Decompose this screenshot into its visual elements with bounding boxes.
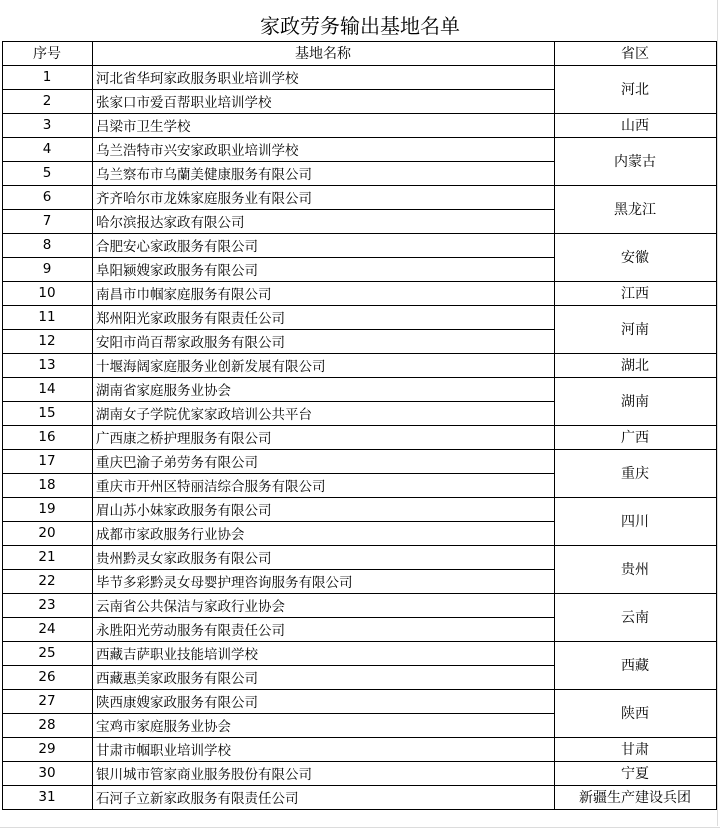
header-name: 基地名称 (295, 46, 351, 62)
row-index: 7 (42, 213, 52, 229)
province-border (554, 545, 717, 546)
row-border (2, 89, 555, 90)
province-border (554, 497, 717, 498)
row-index: 16 (38, 429, 56, 445)
province-cell: 云南 (621, 610, 649, 626)
row-base-name: 阜阳颍嫂家政服务有限公司 (96, 263, 258, 279)
province-cell: 河南 (621, 322, 649, 338)
row-base-name: 湖南女子学院优家家政培训公共平台 (96, 407, 312, 423)
row-border (2, 281, 555, 282)
row-index: 3 (42, 117, 52, 133)
row-base-name: 安阳市尚百帮家政服务有限公司 (96, 335, 285, 351)
province-cell: 河北 (621, 82, 649, 98)
province-cell: 湖北 (621, 358, 649, 374)
row-border (2, 617, 555, 618)
row-border (2, 425, 555, 426)
row-base-name: 毕节多彩黔灵女母婴护理咨询服务有限公司 (96, 575, 353, 591)
row-base-name: 十堰海阔家庭服务业创新发展有限公司 (96, 359, 326, 375)
row-border (2, 257, 555, 258)
row-index: 10 (38, 285, 56, 301)
row-border (2, 545, 555, 546)
province-border (554, 65, 717, 66)
row-index: 2 (42, 93, 52, 109)
row-base-name: 乌兰察布市乌蘭美健康服务有限公司 (96, 167, 312, 183)
row-base-name: 眉山苏小妹家政服务有限公司 (96, 503, 272, 519)
row-border (2, 137, 555, 138)
row-base-name: 云南省公共保洁与家政行业协会 (96, 599, 285, 615)
province-border (554, 305, 717, 306)
row-border (2, 401, 555, 402)
row-border (2, 497, 555, 498)
province-cell: 广西 (621, 430, 649, 446)
row-border (2, 377, 555, 378)
row-border (2, 185, 555, 186)
row-base-name: 成都市家政服务行业协会 (96, 527, 245, 543)
row-index: 20 (38, 525, 56, 541)
row-index: 30 (38, 765, 56, 781)
province-cell: 重庆 (621, 466, 649, 482)
row-base-name: 湖南省家庭服务业协会 (96, 383, 231, 399)
row-border (2, 449, 555, 450)
row-base-name: 齐齐哈尔市龙姝家庭服务业有限公司 (96, 191, 312, 207)
row-index: 4 (42, 141, 52, 157)
row-border (2, 665, 555, 666)
row-base-name: 永胜阳光劳动服务有限责任公司 (96, 623, 285, 639)
province-border (554, 737, 717, 738)
province-cell: 黑龙江 (614, 202, 656, 218)
row-index: 24 (38, 621, 56, 637)
province-border (554, 233, 717, 234)
province-cell: 甘肃 (621, 742, 649, 758)
row-border (2, 353, 555, 354)
province-border (554, 377, 717, 378)
column-border (92, 41, 93, 810)
province-border (554, 761, 717, 762)
row-base-name: 重庆巴渝子弟劳务有限公司 (96, 455, 258, 471)
province-border (554, 641, 717, 642)
province-border (554, 449, 717, 450)
column-border (2, 41, 3, 810)
row-base-name: 广西康之桥护理服务有限公司 (96, 431, 272, 447)
row-border (2, 41, 555, 42)
row-border (2, 737, 555, 738)
header-province: 省区 (621, 46, 649, 62)
page-title: 家政劳务输出基地名单 (260, 14, 460, 38)
column-border (554, 41, 555, 810)
row-border (2, 233, 555, 234)
row-border (2, 161, 555, 162)
province-cell: 湖南 (621, 394, 649, 410)
row-border (2, 329, 555, 330)
province-cell: 贵州 (621, 562, 649, 578)
province-cell: 陕西 (621, 706, 649, 722)
row-border (2, 785, 555, 786)
row-base-name: 张家口市爱百帮职业培训学校 (96, 95, 272, 111)
province-cell: 江西 (621, 286, 649, 302)
row-base-name: 乌兰浩特市兴安家政职业培训学校 (96, 143, 299, 159)
row-index: 11 (38, 309, 56, 325)
row-base-name: 河北省华珂家政服务职业培训学校 (96, 71, 299, 87)
row-index: 6 (42, 189, 52, 205)
row-base-name: 贵州黔灵女家政服务有限公司 (96, 551, 272, 567)
province-border (554, 41, 717, 42)
row-index: 5 (42, 165, 52, 181)
province-cell: 宁夏 (621, 766, 649, 782)
row-index: 26 (38, 669, 56, 685)
header-index: 序号 (33, 46, 61, 62)
row-border (2, 473, 555, 474)
province-border (554, 185, 717, 186)
row-base-name: 重庆市开州区特丽洁综合服务有限公司 (96, 479, 326, 495)
row-index: 28 (38, 717, 56, 733)
row-index: 31 (38, 789, 56, 805)
row-border (2, 569, 555, 570)
province-border (554, 113, 717, 114)
row-base-name: 合肥安心家政服务有限公司 (96, 239, 258, 255)
row-base-name: 西藏吉萨职业技能培训学校 (96, 647, 258, 663)
province-cell: 山西 (621, 118, 649, 134)
row-base-name: 石河子立新家政服务有限责任公司 (96, 791, 299, 807)
row-border (2, 521, 555, 522)
row-border (2, 209, 555, 210)
row-base-name: 郑州阳光家政服务有限责任公司 (96, 311, 285, 327)
row-border (2, 689, 555, 690)
province-border (554, 809, 717, 810)
row-index: 29 (38, 741, 56, 757)
row-base-name: 吕梁市卫生学校 (96, 119, 191, 135)
column-border (716, 41, 717, 810)
row-index: 27 (38, 693, 56, 709)
row-index: 8 (42, 237, 52, 253)
row-index: 23 (38, 597, 56, 613)
row-border (2, 713, 555, 714)
province-border (554, 281, 717, 282)
row-border (2, 593, 555, 594)
row-index: 13 (38, 357, 56, 373)
province-cell: 西藏 (621, 658, 649, 674)
row-index: 12 (38, 333, 56, 349)
row-index: 14 (38, 381, 56, 397)
row-border (2, 641, 555, 642)
row-index: 1 (42, 69, 52, 85)
row-base-name: 哈尔滨报达家政有限公司 (96, 215, 245, 231)
row-base-name: 陕西康嫂家政服务有限公司 (96, 695, 258, 711)
row-base-name: 宝鸡市家庭服务业协会 (96, 719, 231, 735)
row-border (2, 113, 555, 114)
row-index: 9 (42, 261, 52, 277)
row-index: 25 (38, 645, 56, 661)
row-index: 22 (38, 573, 56, 589)
province-border (554, 689, 717, 690)
province-border (554, 785, 717, 786)
row-base-name: 西藏惠美家政服务有限公司 (96, 671, 258, 687)
province-border (554, 425, 717, 426)
province-cell: 新疆生产建设兵团 (579, 790, 691, 806)
row-base-name: 南昌市巾帼家庭服务有限公司 (96, 287, 272, 303)
province-border (554, 593, 717, 594)
grid-line (717, 0, 718, 826)
province-cell: 内蒙古 (614, 154, 656, 170)
row-index: 17 (38, 453, 56, 469)
row-border (2, 761, 555, 762)
row-border (2, 305, 555, 306)
row-index: 19 (38, 501, 56, 517)
row-base-name: 甘肃市帼职业培训学校 (96, 743, 231, 759)
province-cell: 四川 (621, 514, 649, 530)
row-border (2, 65, 555, 66)
row-index: 21 (38, 549, 56, 565)
row-border (2, 809, 555, 810)
row-index: 18 (38, 477, 56, 493)
province-cell: 安徽 (621, 250, 649, 266)
row-index: 15 (38, 405, 56, 421)
row-base-name: 银川城市管家商业服务股份有限公司 (96, 767, 312, 783)
province-border (554, 137, 717, 138)
province-border (554, 353, 717, 354)
